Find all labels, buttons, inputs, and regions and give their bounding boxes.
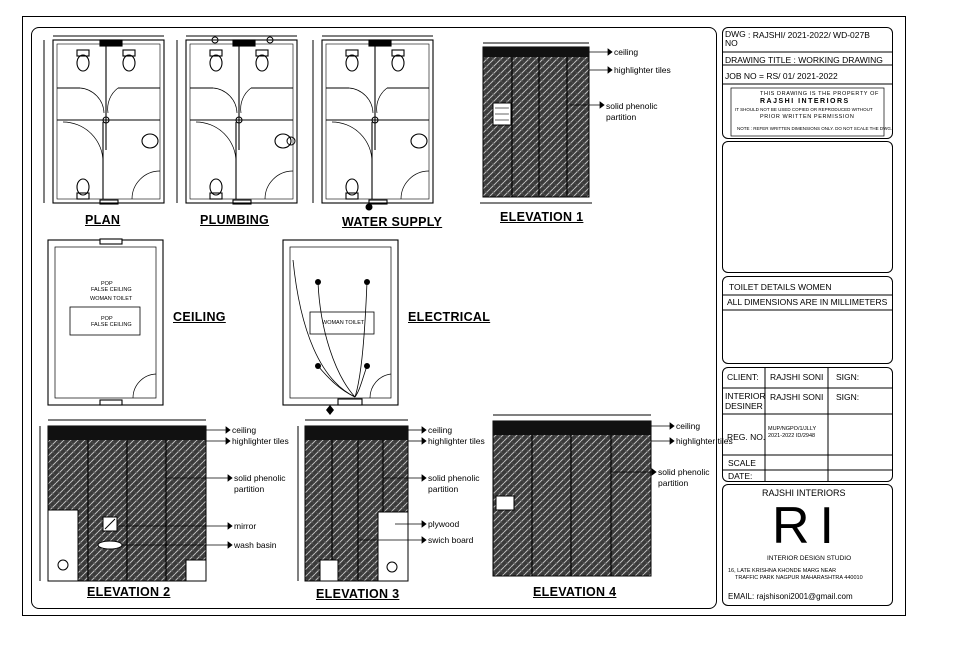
elev3-highlighter-callout: highlighter tiles (428, 436, 485, 446)
elev3-partition-callout-1: solid phenolic (428, 473, 480, 483)
elevation-3-drawing (298, 420, 408, 581)
ceiling-pop-label: POP (101, 281, 113, 287)
ceiling-false-ceiling-label-2: FALSE CEILING (91, 322, 132, 328)
property-line-3: IT SHOULD NOT BE USED COPIED OR REPRODUCED WITHOUT (735, 107, 873, 112)
electrical-title: ELECTRICAL (408, 310, 491, 324)
dwg-no-label: DWG NO (725, 29, 746, 48)
elevation-1-title: ELEVATION 1 (500, 210, 584, 224)
dwg-no-value: : RAJSHI/ 2021-2022/ WD-027B (748, 30, 870, 40)
job-no: JOB NO = RS/ 01/ 2021-2022 (725, 71, 838, 81)
elev2-partition-callout-2: partition (234, 484, 265, 494)
dimensions-note: ALL DIMENSIONS ARE IN MILLIMETERS (727, 297, 888, 307)
elevation-3-title: ELEVATION 3 (316, 587, 400, 601)
firm-email: EMAIL: rajshisoni2001@gmail.com (728, 592, 853, 601)
designer-sign-label: SIGN: (836, 392, 860, 402)
elev1-partition-callout-2: partition (606, 112, 637, 122)
elev2-wash-basin-callout: wash basin (234, 540, 277, 550)
elevation-2-title: ELEVATION 2 (87, 585, 171, 599)
elev4-ceiling-callout: ceiling (676, 421, 701, 431)
client-value: RAJSHI SONI (770, 372, 824, 382)
elevation-4-title: ELEVATION 4 (533, 585, 617, 599)
firm-logo: RI (772, 497, 844, 555)
elev2-partition-callout-1: solid phenolic (234, 473, 286, 483)
plumbing-drawing (186, 40, 297, 204)
elev2-highlighter-callout: highlighter tiles (232, 436, 289, 446)
reg-no-value: MUP/NGPO/1/JLLY 2021-2022 ID/2948 (768, 426, 817, 439)
elev1-partition-callout-1: solid phenolic (606, 101, 658, 111)
drawing-title: DRAWING TITLE : WORKING DRAWING (725, 55, 883, 65)
elev1-highlighter-callout: highlighter tiles (614, 65, 671, 75)
elev2-ceiling-callout: ceiling (232, 425, 257, 435)
scale-label: SCALE (728, 458, 756, 468)
property-line-4: PRIOR WRITTEN PERMISSION (760, 114, 855, 120)
drawing-note: NOTE : REFER WRITTEN DIMENSIONS ONLY. DO NOT SCALE THE DWG. (737, 126, 893, 131)
elev4-partition-callout-1: solid phenolic (658, 467, 710, 477)
elev3-ceiling-callout: ceiling (428, 425, 453, 435)
date-label: DATE: (728, 471, 753, 481)
elevation-2-drawing (40, 420, 206, 581)
ceiling-false-ceiling-label: FALSE CEILING (91, 287, 132, 293)
elev4-highlighter-callout: highlighter tiles (676, 436, 733, 446)
elevation-4-drawing (493, 415, 651, 576)
elev3-switch-board-callout: swich board (428, 535, 474, 545)
client-label: CLIENT: (727, 372, 759, 382)
ceiling-pop-label-2: POP (101, 316, 113, 322)
water-supply-title: WATER SUPPLY (342, 215, 443, 229)
ceiling-title: CEILING (173, 310, 226, 324)
title-block-header (722, 27, 893, 139)
elev4-partition-callout-2: partition (658, 478, 689, 488)
studio-label: INTERIOR DESIGN STUDIO (767, 555, 852, 562)
plumbing-title: PLUMBING (200, 213, 270, 227)
subject: TOILET DETAILS WOMEN (729, 282, 832, 292)
address-line-1: 16, LATE KRISHNA KHONDE MARG NEAR (728, 568, 837, 574)
plan-title: PLAN (85, 213, 121, 227)
electrical-toilet-label: WOMAN TOILET (322, 320, 365, 326)
property-line-1: THIS DRAWING IS THE PROPERTY OF (760, 91, 879, 97)
property-line-2: RAJSHI INTERIORS (760, 98, 850, 105)
water-supply-drawing (322, 40, 433, 204)
elev1-ceiling-callout: ceiling (614, 47, 639, 57)
designer-value: RAJSHI SONI (770, 392, 824, 402)
plan-drawing (53, 40, 164, 204)
client-sign-label: SIGN: (836, 372, 860, 382)
elev3-partition-callout-2: partition (428, 484, 459, 494)
firm-name: RAJSHI INTERIORS (762, 488, 846, 498)
designer-label: INTERIOR DESINER (725, 391, 766, 411)
title-block-blank-panel (722, 141, 893, 273)
elevation-1-drawing (480, 43, 592, 203)
elev3-plywood-callout: plywood (428, 519, 460, 529)
address-line-2: TRAFFIC PARK NAGPUR MAHARASHTRA 440010 (735, 575, 863, 581)
ceiling-toilet-label: WOMAN TOILET (90, 296, 133, 302)
reg-no-label: REG. NO. (727, 432, 766, 442)
elev2-mirror-callout: mirror (234, 521, 257, 531)
